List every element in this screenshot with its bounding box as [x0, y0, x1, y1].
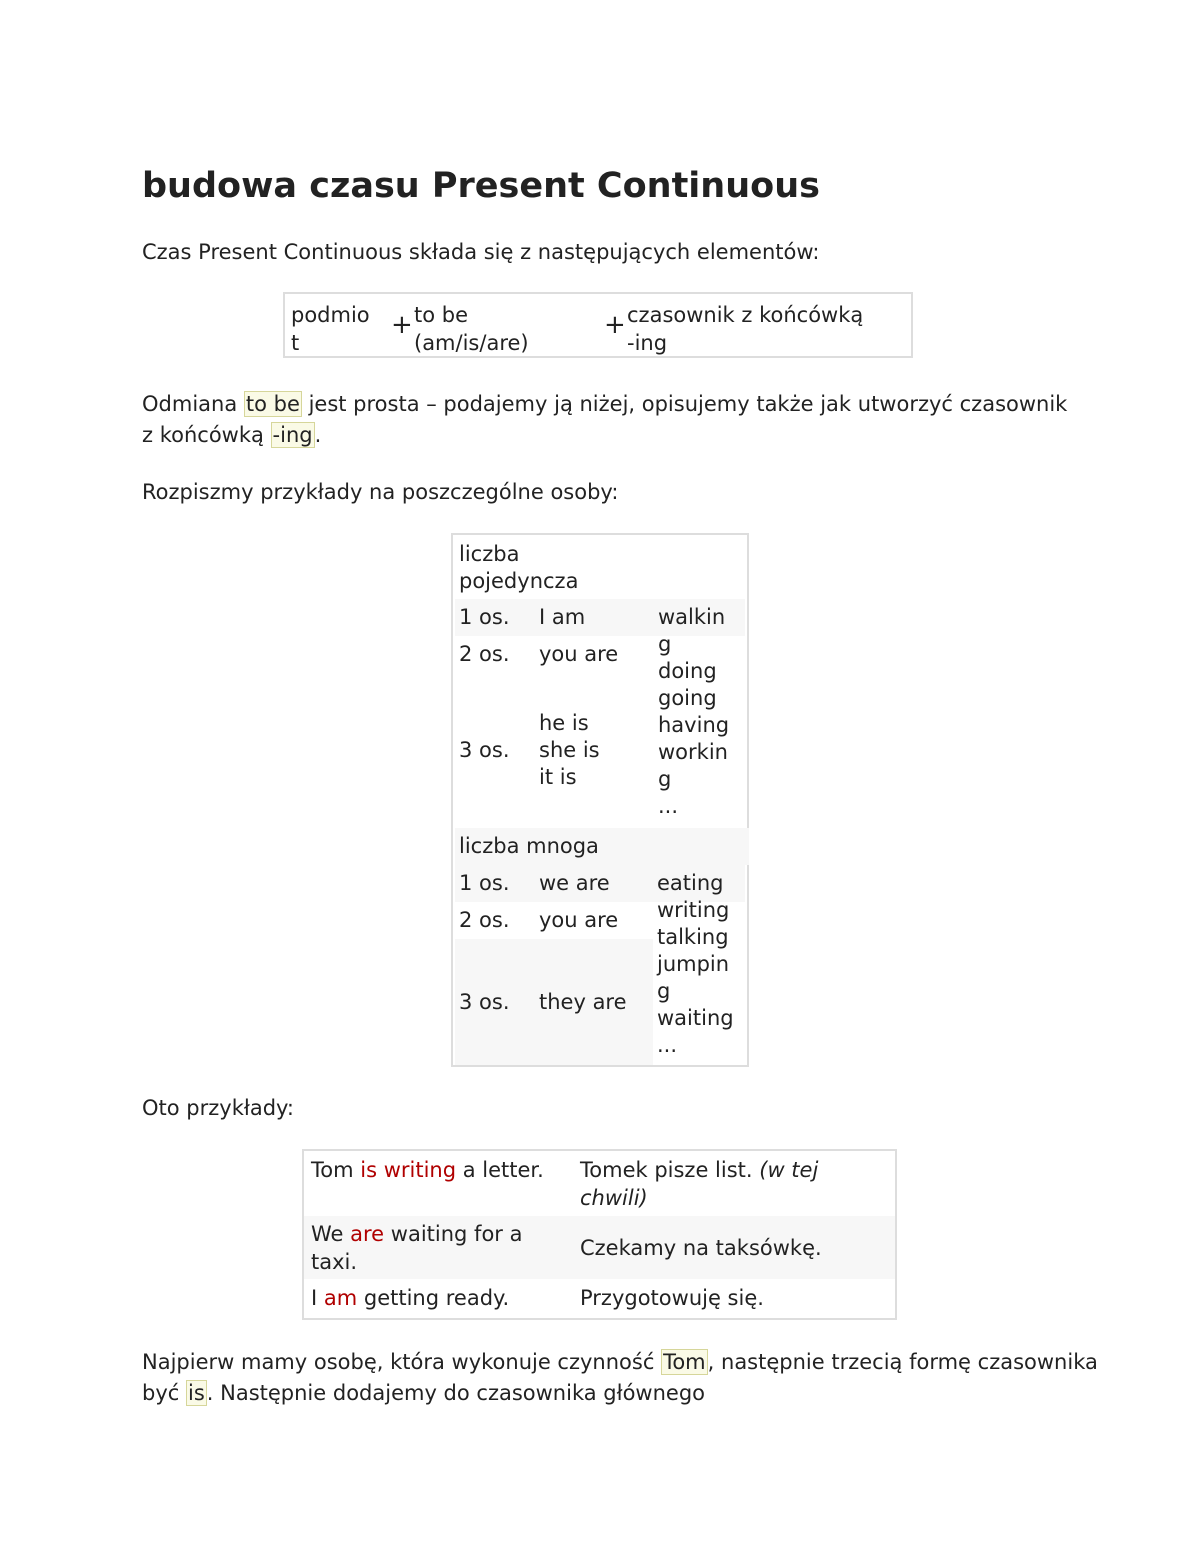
to-be-form: you are [539, 642, 619, 666]
page-title: budowa czasu Present Continuous [142, 166, 820, 206]
formula-verb-line1: czasownik z końcówką [627, 303, 864, 327]
example-english [311, 1220, 566, 1276]
verb-ing: doing [658, 659, 717, 683]
odmiana-paragraph [142, 389, 1082, 451]
text-span: Tomek pisze list. [580, 1158, 760, 1182]
example-row [304, 1279, 895, 1318]
person-label: 1 os. [459, 871, 510, 895]
text-span: a letter. [456, 1158, 544, 1182]
text-span: Odmiana [142, 392, 244, 416]
text-span: waiting for a taxi. [311, 1222, 523, 1274]
highlight-tom: Tom [663, 1350, 706, 1374]
example-polish [580, 1284, 880, 1312]
plus-sign: + [604, 310, 626, 340]
plural-header: liczba mnoga [459, 834, 599, 858]
example-row [304, 1216, 895, 1279]
text-span: I [311, 1286, 324, 1310]
formula-to-be-line2: (am/is/are) [414, 331, 529, 355]
verb-ing: walkin [658, 605, 726, 629]
highlight-ing: -ing [272, 423, 313, 447]
to-be-form: he is [539, 711, 589, 735]
formula-verb-ing [627, 301, 863, 357]
formula-subject [291, 301, 370, 357]
verb-ing: having [658, 713, 730, 737]
to-be-form: they are [539, 990, 627, 1014]
formula-to-be [414, 301, 529, 357]
verb-ing: g [658, 632, 672, 656]
oto-paragraph: Oto przykłady: [142, 1096, 295, 1120]
singular-header-line2: pojedyncza [459, 569, 579, 593]
rozpiszmy-paragraph: Rozpiszmy przykłady na poszczególne osoby: [142, 480, 619, 504]
person-label: 1 os. [459, 605, 510, 629]
text-span: . Następnie dodajemy do czasownika głównego [206, 1381, 706, 1405]
conjugation-table [451, 533, 749, 1067]
verb-ing: workin [658, 740, 728, 764]
verb-ing: writing [657, 898, 730, 922]
person-label: 3 os. [459, 738, 510, 762]
text-span: Przygotowuję się. [580, 1286, 764, 1310]
verb-ing: jumpin [657, 952, 730, 976]
verb-ing: g [658, 767, 672, 791]
verb-ing: eating [657, 871, 724, 895]
text-span: jest prosta – podajemy ją niżej, opisujemy także jak utworzyć czasownik z końcówką [142, 392, 1068, 447]
text-span: Czekamy na taksówkę. [580, 1236, 822, 1260]
verb-highlight: am [323, 1286, 358, 1310]
example-polish [580, 1156, 880, 1212]
examples-table [302, 1149, 897, 1320]
text-span: We [311, 1222, 351, 1246]
text-span: Tom [311, 1158, 361, 1182]
verb-ing: waiting [657, 1006, 734, 1030]
najpierw-paragraph [142, 1347, 1102, 1409]
italic-note: (w tej chwili) [580, 1158, 819, 1210]
verb-ing: ... [658, 794, 679, 818]
person-label: 2 os. [459, 908, 510, 932]
to-be-form: it is [539, 765, 577, 789]
formula-subject-line1: podmio [291, 303, 370, 327]
to-be-forms [539, 710, 600, 791]
intro-paragraph: Czas Present Continuous składa się z następujących elementów: [142, 240, 820, 264]
to-be-form: she is [539, 738, 600, 762]
formula-box [283, 292, 913, 358]
text-span: getting ready. [357, 1286, 510, 1310]
verb-ing: going [658, 686, 717, 710]
verb-ing: talking [657, 925, 729, 949]
text-span: Najpierw mamy osobę, która wykonuje czynność [142, 1350, 662, 1374]
highlight-to-be: to be [245, 392, 300, 416]
singular-verbs [658, 604, 729, 820]
to-be-form: you are [539, 908, 619, 932]
person-label: 3 os. [459, 990, 510, 1014]
verb-ing: g [657, 979, 671, 1003]
formula-to-be-line1: to be [414, 303, 469, 327]
to-be-form: I am [539, 605, 586, 629]
to-be-form: we are [539, 871, 610, 895]
person-label: 2 os. [459, 642, 510, 666]
text-span: . [314, 423, 322, 447]
formula-verb-line2: -ing [627, 331, 668, 355]
text-span: , następnie trzecią formę czasownika być [142, 1350, 1098, 1405]
example-english [311, 1284, 581, 1312]
verb-ing: ... [657, 1033, 678, 1057]
singular-header [459, 541, 578, 595]
verb-highlight: are [350, 1222, 385, 1246]
verb-highlight: is writing [360, 1158, 457, 1182]
singular-header-line1: liczba [459, 542, 520, 566]
example-polish [580, 1234, 880, 1262]
plural-verbs [657, 870, 734, 1059]
example-row [304, 1151, 895, 1216]
formula-subject-line2: t [291, 331, 300, 355]
example-english [311, 1156, 566, 1184]
plus-sign: + [391, 310, 413, 340]
highlight-is: is [187, 1381, 205, 1405]
